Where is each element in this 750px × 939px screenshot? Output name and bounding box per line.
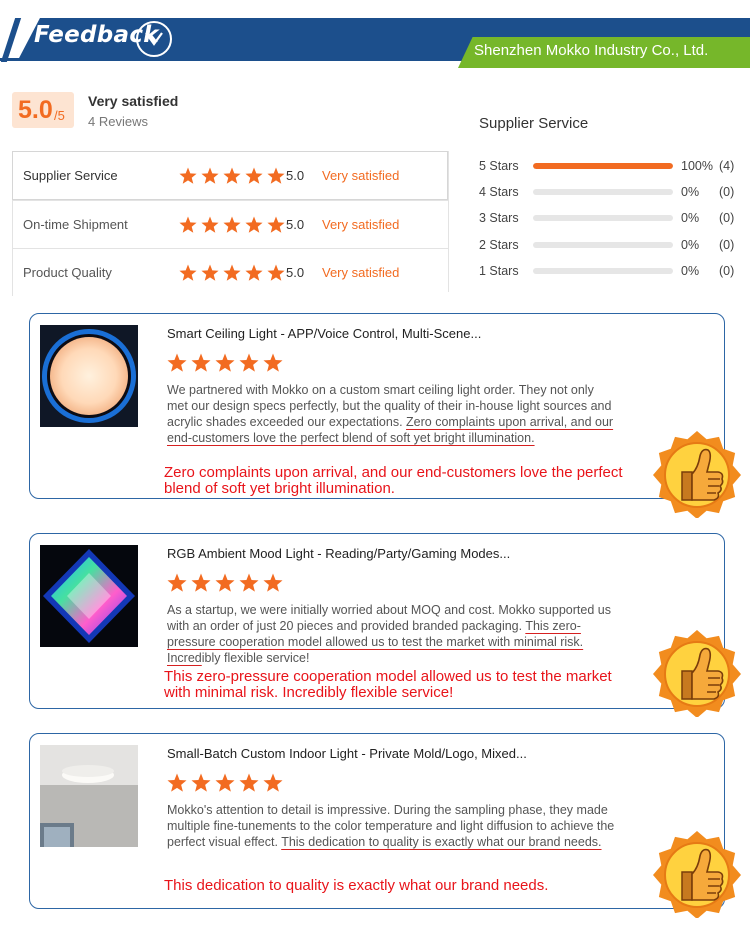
rating-label: Supplier Service <box>23 168 118 183</box>
reviews-count: 4 Reviews <box>88 114 148 129</box>
star-rating <box>167 773 283 798</box>
chevron-down-icon[interactable] <box>136 21 172 57</box>
star-icon <box>239 354 258 372</box>
company-name: Shenzhen Mokko Industry Co., Ltd. <box>474 42 709 59</box>
product-title[interactable]: RGB Ambient Mood Light - Reading/Party/Gaming Modes... <box>167 546 511 561</box>
satisfaction-label: Very satisfied <box>88 93 179 109</box>
thumbs-up-icon <box>652 428 742 518</box>
count: (0) <box>719 238 735 252</box>
count: (0) <box>719 185 735 199</box>
banner-title: Feedback <box>34 22 159 48</box>
star-icon <box>263 774 282 792</box>
score-out-of: /5 <box>54 108 65 123</box>
star-icon <box>167 774 186 792</box>
star-icon <box>239 574 258 592</box>
star-icon <box>263 354 282 372</box>
star-icon <box>223 217 240 233</box>
review-card[interactable] <box>29 533 725 709</box>
star-rating <box>167 573 283 598</box>
stars-label: 3 Stars <box>479 211 519 225</box>
review-text <box>167 382 617 446</box>
feedback-banner <box>0 0 750 70</box>
review-body-tail: ibly flexible service! <box>201 651 310 665</box>
review-highlight: This zero-pressure cooperation model allowed us to test the market with minimal risk. Incred <box>167 619 584 665</box>
stars-label: 5 Stars <box>479 159 519 173</box>
percent: 0% <box>681 238 700 252</box>
rating-value: 5.0 <box>286 265 305 280</box>
star-rating <box>179 167 285 185</box>
star-icon <box>223 265 240 281</box>
rating-text: Very satisfied <box>322 217 400 232</box>
progress-bar <box>533 163 673 169</box>
star-icon <box>179 168 196 184</box>
star-icon <box>201 217 218 233</box>
star-icon <box>201 265 218 281</box>
star-icon <box>215 574 234 592</box>
rating-text: Very satisfied <box>322 265 400 280</box>
star-rating <box>179 264 285 282</box>
product-image-rgb-light <box>40 545 138 647</box>
banner-accent <box>1 18 21 62</box>
star-icon <box>267 265 284 281</box>
star-rating <box>179 216 285 234</box>
product-image-ceiling-light <box>40 325 138 427</box>
star-icon <box>215 354 234 372</box>
product-title[interactable]: Smart Ceiling Light - APP/Voice Control, Multi-Scene... <box>167 326 482 341</box>
review-card[interactable] <box>29 313 725 499</box>
review-quote: This zero-pressure cooperation model allowed us to test the market with minimal risk. Incredibly flexible service! <box>164 668 612 701</box>
review-body: We partnered with Mokko on a custom smart ceiling light order. They not only met our design specs perfectly, but the quality of their in-house light sources and acrylic shades exceeded our expectations. <box>167 383 612 429</box>
star-icon <box>191 774 210 792</box>
star-icon <box>267 217 284 233</box>
review-text <box>167 802 617 850</box>
stars-label: 2 Stars <box>479 238 519 252</box>
divider <box>448 151 449 292</box>
star-icon <box>263 574 282 592</box>
star-icon <box>267 168 284 184</box>
progress-bar <box>533 189 673 195</box>
review-body: As a startup, we were initially worried about MOQ and cost. Mokko supported us with an order of just 20 pieces and provided branded packaging. <box>167 603 611 633</box>
review-highlight: This dedication to quality is exactly what our brand needs. <box>281 835 602 849</box>
star-icon <box>245 217 262 233</box>
review-card[interactable] <box>29 733 725 909</box>
rating-row-on-time-shipment[interactable] <box>12 200 448 248</box>
star-icon <box>239 774 258 792</box>
stars-label: 1 Stars <box>479 264 519 278</box>
review-quote: This dedication to quality is exactly what our brand needs. <box>164 877 549 894</box>
progress-fill <box>533 163 673 169</box>
star-icon <box>179 217 196 233</box>
star-icon <box>245 265 262 281</box>
rating-value: 5.0 <box>286 168 305 183</box>
rating-label: On-time Shipment <box>23 217 128 232</box>
count: (4) <box>719 159 735 173</box>
product-image-indoor-light <box>40 745 138 847</box>
rating-row-supplier-service[interactable] <box>12 151 448 200</box>
percent: 0% <box>681 211 700 225</box>
star-icon <box>191 354 210 372</box>
distribution-row[interactable] <box>479 236 739 256</box>
thumbs-up-icon <box>652 627 742 717</box>
rating-label: Product Quality <box>23 265 112 280</box>
star-icon <box>191 574 210 592</box>
distribution-row[interactable] <box>479 157 739 177</box>
review-quote: Zero complaints upon arrival, and our end-customers love the perfect blend of soft yet bright illumination. <box>164 464 623 497</box>
stars-label: 4 Stars <box>479 185 519 199</box>
progress-bar <box>533 242 673 248</box>
product-title[interactable]: Small-Batch Custom Indoor Light - Private Mold/Logo, Mixed... <box>167 746 527 761</box>
distribution-row[interactable] <box>479 183 739 203</box>
review-body: Mokko's attention to detail is impressive. During the sampling phase, they made multiple fine-tunements to the color temperature and light diffusion to achieve the perfect visual effect. <box>167 803 615 849</box>
rating-value: 5.0 <box>286 217 305 232</box>
count: (0) <box>719 264 735 278</box>
distribution-title: Supplier Service <box>479 115 589 132</box>
rating-table <box>12 151 448 296</box>
progress-bar <box>533 268 673 274</box>
percent: 0% <box>681 264 700 278</box>
overall-score: 5.0 <box>18 96 53 124</box>
review-highlight: Zero complaints upon arrival, and our end-customers love the perfect blend of soft yet bright illumination. <box>167 415 614 445</box>
star-icon <box>223 168 240 184</box>
distribution-row[interactable] <box>479 262 739 282</box>
rating-row-product-quality[interactable] <box>12 248 448 296</box>
thumbs-up-icon <box>652 828 742 918</box>
star-rating <box>167 353 283 378</box>
rating-text: Very satisfied <box>322 168 400 183</box>
review-text <box>167 602 617 666</box>
distribution-row[interactable] <box>479 209 739 229</box>
count: (0) <box>719 211 735 225</box>
percent: 0% <box>681 185 700 199</box>
star-icon <box>215 774 234 792</box>
progress-bar <box>533 215 673 221</box>
star-icon <box>179 265 196 281</box>
star-icon <box>201 168 218 184</box>
star-icon <box>167 574 186 592</box>
percent: 100% <box>681 159 713 173</box>
star-icon <box>167 354 186 372</box>
star-icon <box>245 168 262 184</box>
